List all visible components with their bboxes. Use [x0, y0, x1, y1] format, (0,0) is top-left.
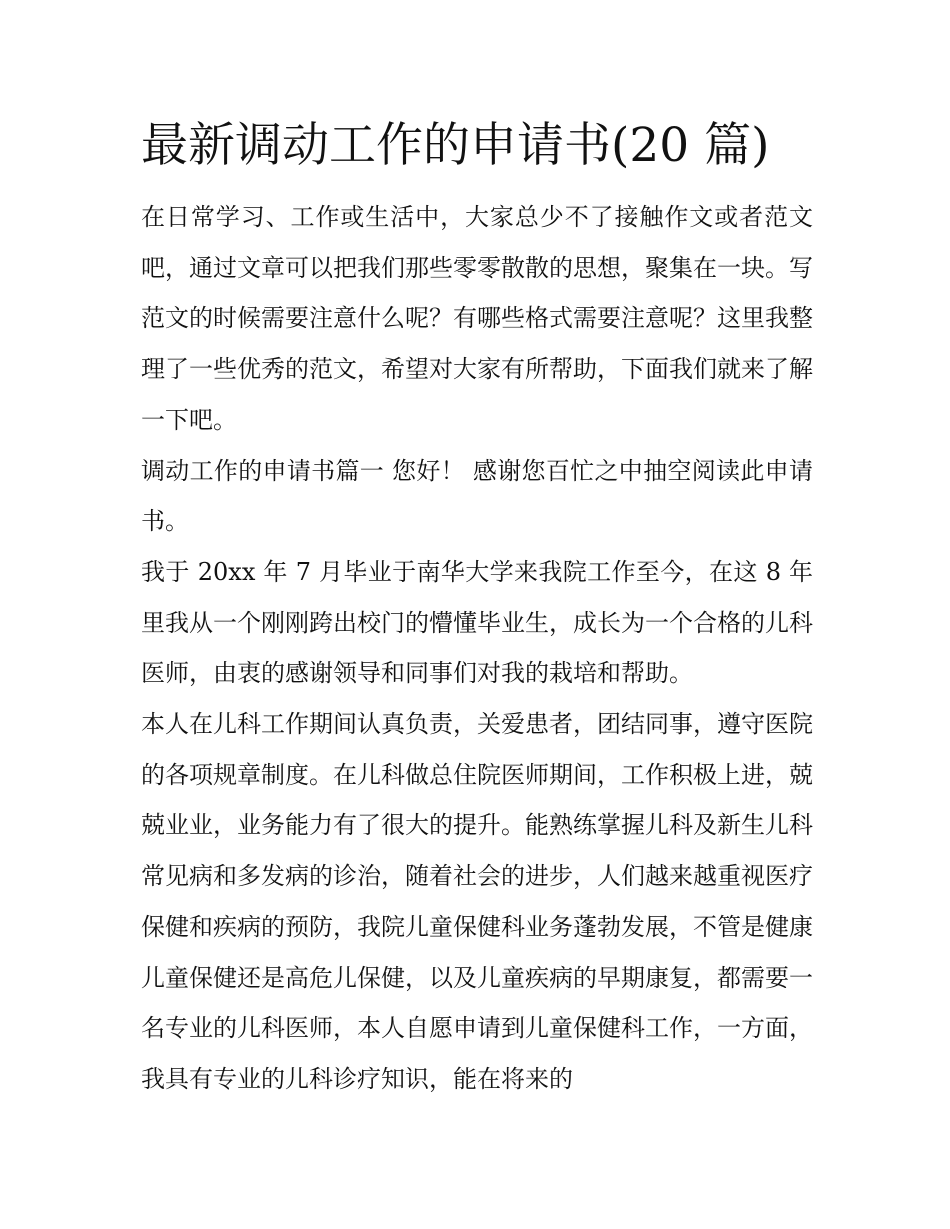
document-page [141, 112, 813, 1105]
document-body [141, 192, 813, 1105]
paragraph-intro: 在日常学习、工作或生活中，大家总少不了接触作文或者范文吧，通过文章可以把我们那些零零散散的思想，聚集在一块。写范文的时候需要注意什么呢？有哪些格式需要注意呢？这里我整理了一些优秀的范文，希望对大家有所帮助，下面我们就来了解一下吧。 [141, 203, 813, 434]
paragraph-greeting: 调动工作的申请书篇一 您好！ 感谢您百忙之中抽空阅读此申请书。 [141, 456, 813, 536]
paragraph-work-experience: 本人在儿科工作期间认真负责，关爱患者，团结同事，遵守医院的各项规章制度。在儿科做总住院医师期间，工作积极上进，兢兢业业，业务能力有了很大的提升。能熟练掌握儿科及新生儿科常见病和多发病的诊治，随着社会的进步，人们越来越重视医疗保健和疾病的预防，我院儿童保健科业务蓬勃发展，不管是健康儿童保健还是高危儿保健，以及儿童疾病的早期康复，都需要一名专业的儿科医师，本人自愿申请到儿童保健科工作，一方面，我具有专业的儿科诊疗知识，能在将来的 [141, 710, 813, 1093]
document-title: 最新调动工作的申请书(20 篇) [141, 118, 770, 173]
paragraph-background: 我于 20xx 年 7 月毕业于南华大学来我院工作至今，在这 8 年里我从一个刚刚跨出校门的懵懂毕业生，成长为一个合格的儿科医师，由衷的感谢领导和同事们对我的栽培和帮助。 [141, 557, 813, 688]
